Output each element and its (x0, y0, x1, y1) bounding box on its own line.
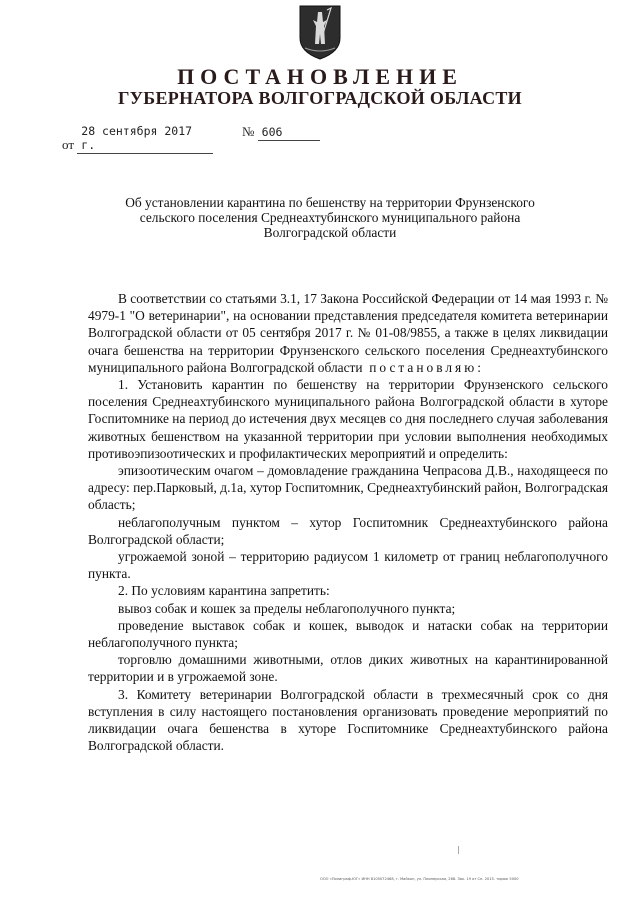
preamble-text: В соответствии со статьями 3.1, 17 Закона Российской Федерации от 14 мая 1993 г. № 4979-1 "О ветеринарии", на основании представления председателя комитета ветеринарии Волгоградской области от 05 сентября 2017 г. № 01-08/9855, а также в целях ликвидации очага бешенства на территории Фрунзенского сельского поселения Среднеахтубинского муниципального района Волгоградской области (88, 291, 608, 375)
subject-line: Об установлении карантина по бешенству на территории Фрунзенского (125, 195, 535, 210)
item-1: 1. Установить карантин по бешенству на территории Фрунзенского сельского поселения Среднеахтубинского муниципального района Волгоградской области в хуторе Госпитомнике на период до истечения двух месяцев со дня последнего случая заболевания животных бешенством на указанной территории при условии выполнения необходимых противоэпизоотических и профилактических мероприятий и определить: (88, 377, 608, 461)
decree-word: постановляю: (369, 359, 484, 375)
item-2: 2. По условиям карантина запретить: (118, 583, 330, 599)
preamble-paragraph (88, 290, 608, 376)
document-subject (100, 195, 560, 240)
number-label: № (242, 124, 255, 139)
item-1-clause-b: неблагополучным пунктом – хутор Госпитомник Среднеахтубинского района Волгоградской области; (88, 514, 608, 547)
printer-imprint: ООО «Полиграф-ЮГ» ИНН 8105072468, г. Майкоп, ул. Пионерская, 268. Зак. 19 от Сп. 2015. тираж 5000 (320, 877, 519, 881)
item-2-clause-b: проведение выставок собак и кошек, выводок и натаски собак на территории неблагополучного пункта; (88, 617, 608, 651)
date-label: от (62, 137, 75, 152)
coat-of-arms-emblem (297, 4, 343, 60)
item-3: 3. Комитету ветеринарии Волгоградской области в трехмесячный срок со дня вступления в силу настоящего постановления организовать проведение мероприятий по ликвидации очага бешенства в хуторе Госпитомнике Среднеахтубинского района Волгоградской области. (88, 686, 608, 754)
document-body (88, 290, 608, 754)
item-2-clause-a: вывоз собак и кошек за пределы неблагополучного пункта; (118, 600, 456, 616)
document-issuer: ГУБЕРНАТОРА ВОЛГОГРАДСКОЙ ОБЛАСТИ (118, 88, 522, 108)
number-value: 606 (258, 125, 320, 141)
item-1-clause-c: угрожаемой зоной – территорию радиусом 1 километр от границ неблагополучного пункта. (88, 549, 608, 582)
document-number (242, 124, 320, 141)
item-2-clause-c: торговлю домашними животными, отлов диких животных на карантинированной территории и в угрожаемой зоне. (88, 652, 608, 685)
scan-mark (458, 846, 462, 854)
document-date (62, 124, 213, 154)
subject-line: Волгоградской области (263, 225, 397, 240)
subject-line: сельского поселения Среднеахтубинского муниципального района (139, 210, 521, 225)
item-1-clause-a: эпизоотическим очагом – домовладение гражданина Чепрасова Д.В., находящееся по адресу: пер.Парковый, д.1а, хутор Госпитомник, Среднеахтубинский район, Волгоградская область; (88, 463, 608, 513)
document-title: ПОСТАНОВЛЕНИЕ (177, 64, 463, 89)
date-value: 28 сентября 2017 г. (77, 124, 213, 154)
